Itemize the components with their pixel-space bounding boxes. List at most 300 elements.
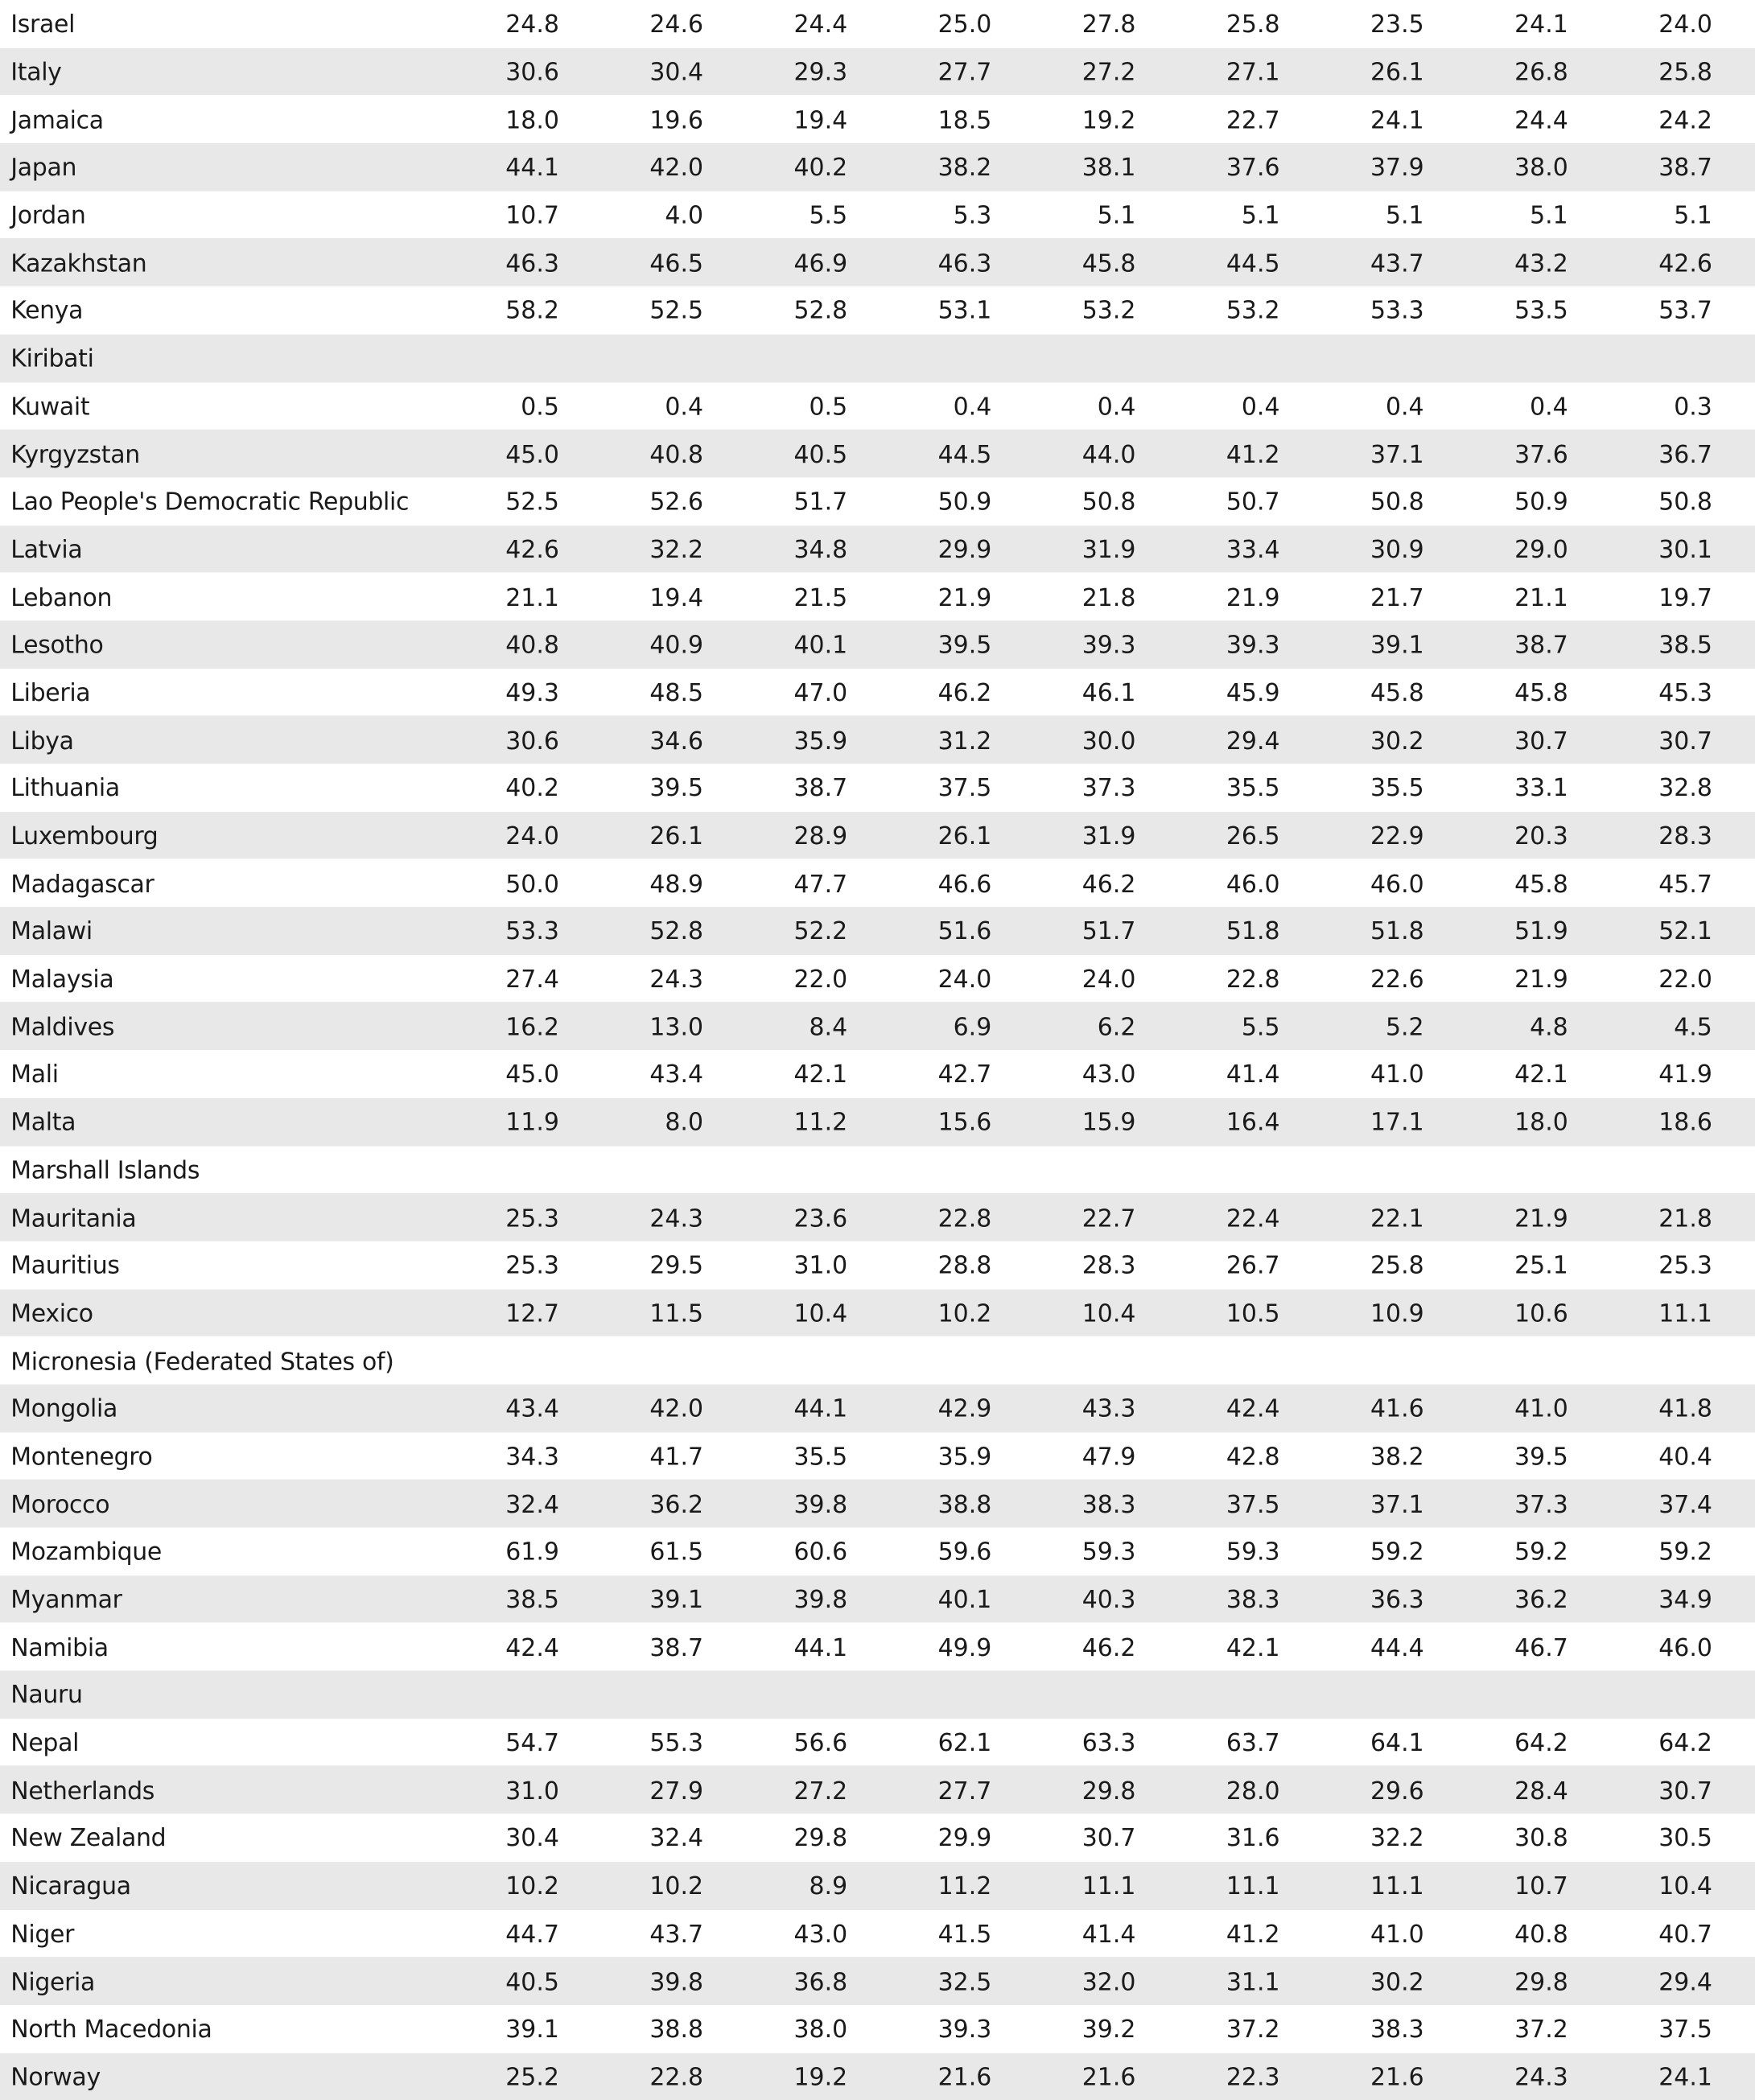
value-cell: 31.2: [937, 727, 992, 756]
value-cell: 10.4: [1081, 1299, 1136, 1328]
value-cell: 41.2: [1226, 440, 1280, 469]
value-cell: 38.7: [793, 775, 848, 804]
value-cell: 29.4: [1226, 727, 1280, 756]
value-cell: 18.0: [505, 106, 559, 135]
value-cell: 6.9: [953, 1013, 992, 1042]
value-cell: 45.8: [1514, 870, 1568, 899]
table-row: [0, 1480, 1755, 1527]
value-cell: 37.4: [1658, 1491, 1712, 1519]
value-cell: 61.5: [649, 1538, 704, 1567]
value-cell: 24.3: [1514, 2063, 1568, 2092]
value-cell: 19.4: [649, 583, 704, 612]
country-name: Lesotho: [10, 632, 104, 661]
value-cell: 51.6: [937, 918, 992, 946]
value-cell: 10.4: [793, 1299, 848, 1328]
value-cell: 44.4: [1370, 1633, 1424, 1662]
value-cell: 4.5: [1674, 1013, 1712, 1042]
value-cell: 15.9: [1081, 1109, 1136, 1138]
value-cell: 51.9: [1514, 918, 1568, 946]
table-row: [0, 96, 1755, 143]
table-row: [0, 1289, 1755, 1336]
value-cell: 49.3: [505, 679, 559, 708]
value-cell: 30.9: [1370, 536, 1424, 565]
value-cell: 24.3: [649, 1204, 704, 1233]
value-cell: 45.3: [1658, 679, 1712, 708]
table-row: [0, 1432, 1755, 1480]
value-cell: 42.7: [937, 1061, 992, 1089]
table-row: [0, 1957, 1755, 2004]
country-name: Malawi: [10, 918, 93, 946]
value-cell: 31.9: [1081, 822, 1136, 851]
value-cell: 30.8: [1514, 1825, 1568, 1854]
table-row: [0, 573, 1755, 620]
country-name: New Zealand: [10, 1825, 167, 1854]
value-cell: 41.0: [1514, 1395, 1568, 1424]
value-cell: 26.1: [1370, 59, 1424, 88]
value-cell: 39.3: [1226, 632, 1280, 661]
value-cell: 64.2: [1514, 1729, 1568, 1758]
country-name: Madagascar: [10, 870, 154, 899]
country-name: Jamaica: [10, 106, 104, 135]
value-cell: 41.9: [1658, 1061, 1712, 1089]
country-name: Lao People's Democratic Republic: [10, 488, 410, 517]
value-cell: 44.5: [1226, 249, 1280, 278]
value-cell: 23.5: [1370, 10, 1424, 39]
value-cell: 30.7: [1514, 727, 1568, 756]
value-cell: 37.6: [1514, 440, 1568, 469]
value-cell: 34.8: [793, 536, 848, 565]
value-cell: 38.0: [793, 2016, 848, 2044]
value-cell: 40.3: [1081, 1586, 1136, 1615]
value-cell: 25.3: [505, 1204, 559, 1233]
value-cell: 10.5: [1226, 1299, 1280, 1328]
table-row: [0, 1623, 1755, 1670]
value-cell: 25.8: [1226, 10, 1280, 39]
value-cell: 43.3: [1081, 1395, 1136, 1424]
value-cell: 22.0: [1658, 966, 1712, 994]
value-cell: 22.6: [1370, 966, 1424, 994]
value-cell: 38.3: [1081, 1491, 1136, 1519]
value-cell: 62.1: [937, 1729, 992, 1758]
value-cell: 45.7: [1658, 870, 1712, 899]
value-cell: 35.9: [793, 727, 848, 756]
value-cell: 32.4: [505, 1491, 559, 1519]
value-cell: 42.4: [1226, 1395, 1280, 1424]
value-cell: 39.1: [505, 2016, 559, 2044]
value-cell: 42.0: [649, 1395, 704, 1424]
value-cell: 36.3: [1370, 1586, 1424, 1615]
value-cell: 46.1: [1081, 679, 1136, 708]
value-cell: 8.0: [665, 1109, 704, 1138]
value-cell: 26.1: [649, 822, 704, 851]
value-cell: 43.4: [649, 1061, 704, 1089]
value-cell: 59.6: [937, 1538, 992, 1567]
value-cell: 52.6: [649, 488, 704, 517]
value-cell: 46.2: [1081, 870, 1136, 899]
value-cell: 39.8: [793, 1491, 848, 1519]
country-name: Nauru: [10, 1682, 83, 1711]
value-cell: 42.6: [1658, 249, 1712, 278]
value-cell: 10.7: [1514, 1872, 1568, 1901]
value-cell: 28.9: [793, 822, 848, 851]
value-cell: 11.2: [793, 1109, 848, 1138]
value-cell: 43.7: [649, 1920, 704, 1949]
value-cell: 21.9: [1514, 966, 1568, 994]
value-cell: 51.7: [1081, 918, 1136, 946]
value-cell: 20.3: [1514, 822, 1568, 851]
value-cell: 24.0: [1658, 10, 1712, 39]
value-cell: 25.0: [937, 10, 992, 39]
value-cell: 40.2: [505, 775, 559, 804]
value-cell: 32.0: [1081, 1968, 1136, 1997]
value-cell: 5.1: [1386, 202, 1424, 231]
value-cell: 40.1: [937, 1586, 992, 1615]
value-cell: 41.7: [649, 1443, 704, 1472]
value-cell: 59.3: [1226, 1538, 1280, 1567]
value-cell: 50.0: [505, 870, 559, 899]
value-cell: 11.1: [1658, 1299, 1712, 1328]
country-name: Israel: [10, 10, 76, 39]
value-cell: 21.8: [1658, 1204, 1712, 1233]
value-cell: 0.3: [1674, 393, 1712, 422]
value-cell: 29.3: [793, 59, 848, 88]
value-cell: 0.4: [1530, 393, 1568, 422]
value-cell: 44.0: [1081, 440, 1136, 469]
country-name: Mali: [10, 1061, 59, 1089]
table-row: [0, 1814, 1755, 1861]
value-cell: 56.6: [793, 1729, 848, 1758]
value-cell: 39.5: [1514, 1443, 1568, 1472]
value-cell: 22.4: [1226, 1204, 1280, 1233]
value-cell: 11.1: [1370, 1872, 1424, 1901]
country-name: Netherlands: [10, 1777, 155, 1806]
value-cell: 38.5: [505, 1586, 559, 1615]
value-cell: 59.3: [1081, 1538, 1136, 1567]
table-row: [0, 1050, 1755, 1097]
value-cell: 5.1: [1097, 202, 1136, 231]
table-row: [0, 669, 1755, 716]
value-cell: 36.2: [649, 1491, 704, 1519]
value-cell: 46.5: [649, 249, 704, 278]
country-name: Mozambique: [10, 1538, 162, 1567]
country-name: Micronesia (Federated States of): [10, 1348, 394, 1376]
value-cell: 41.4: [1226, 1061, 1280, 1089]
value-cell: 22.0: [793, 966, 848, 994]
value-cell: 29.9: [937, 1825, 992, 1854]
value-cell: 41.0: [1370, 1061, 1424, 1089]
value-cell: 37.2: [1226, 2016, 1280, 2044]
value-cell: 44.1: [793, 1633, 848, 1662]
value-cell: 24.6: [649, 10, 704, 39]
value-cell: 37.3: [1514, 1491, 1568, 1519]
table-row: [0, 525, 1755, 573]
table-row: [0, 1193, 1755, 1241]
value-cell: 29.8: [1514, 1968, 1568, 1997]
value-cell: 37.5: [937, 775, 992, 804]
value-cell: 29.0: [1514, 536, 1568, 565]
value-cell: 45.9: [1226, 679, 1280, 708]
value-cell: 10.9: [1370, 1299, 1424, 1328]
value-cell: 22.3: [1226, 2063, 1280, 2092]
value-cell: 25.3: [505, 1252, 559, 1281]
value-cell: 22.8: [1226, 966, 1280, 994]
value-cell: 52.2: [793, 918, 848, 946]
value-cell: 47.7: [793, 870, 848, 899]
table-row: [0, 907, 1755, 954]
value-cell: 21.6: [1081, 2063, 1136, 2092]
value-cell: 46.0: [1658, 1633, 1712, 1662]
value-cell: 59.2: [1658, 1538, 1712, 1567]
value-cell: 39.1: [649, 1586, 704, 1615]
value-cell: 50.7: [1226, 488, 1280, 517]
value-cell: 26.5: [1226, 822, 1280, 851]
value-cell: 29.6: [1370, 1777, 1424, 1806]
value-cell: 46.3: [505, 249, 559, 278]
value-cell: 22.8: [937, 1204, 992, 1233]
table-row: [0, 143, 1755, 191]
value-cell: 50.8: [1370, 488, 1424, 517]
value-cell: 43.0: [793, 1920, 848, 1949]
value-cell: 11.1: [1081, 1872, 1136, 1901]
table-row: [0, 1670, 1755, 1718]
country-name: Lithuania: [10, 775, 120, 804]
value-cell: 49.9: [937, 1633, 992, 1662]
country-name: Jordan: [10, 202, 86, 231]
country-name: Myanmar: [10, 1586, 122, 1615]
value-cell: 52.5: [505, 488, 559, 517]
country-name: Malaysia: [10, 966, 114, 994]
country-name: Lebanon: [10, 583, 113, 612]
value-cell: 30.2: [1370, 1968, 1424, 1997]
value-cell: 48.9: [649, 870, 704, 899]
table-row: [0, 2053, 1755, 2100]
value-cell: 40.5: [793, 440, 848, 469]
value-cell: 25.8: [1658, 59, 1712, 88]
value-cell: 42.1: [1226, 1633, 1280, 1662]
value-cell: 22.7: [1081, 1204, 1136, 1233]
country-name: Mauritania: [10, 1204, 137, 1233]
value-cell: 21.1: [1514, 583, 1568, 612]
value-cell: 22.9: [1370, 822, 1424, 851]
value-cell: 54.7: [505, 1729, 559, 1758]
value-cell: 5.3: [953, 202, 992, 231]
value-cell: 28.4: [1514, 1777, 1568, 1806]
value-cell: 33.1: [1514, 775, 1568, 804]
value-cell: 0.4: [953, 393, 992, 422]
value-cell: 21.9: [1226, 583, 1280, 612]
value-cell: 44.1: [793, 1395, 848, 1424]
value-cell: 19.6: [649, 106, 704, 135]
value-cell: 37.1: [1370, 1491, 1424, 1519]
value-cell: 64.1: [1370, 1729, 1424, 1758]
value-cell: 46.7: [1514, 1633, 1568, 1662]
value-cell: 11.2: [937, 1872, 992, 1901]
value-cell: 10.4: [1658, 1872, 1712, 1901]
country-name: Malta: [10, 1109, 76, 1138]
value-cell: 31.1: [1226, 1968, 1280, 1997]
value-cell: 37.9: [1370, 154, 1424, 183]
value-cell: 0.4: [1241, 393, 1280, 422]
value-cell: 58.2: [505, 297, 559, 326]
value-cell: 55.3: [649, 1729, 704, 1758]
value-cell: 36.7: [1658, 440, 1712, 469]
country-name: Libya: [10, 727, 74, 756]
value-cell: 40.1: [793, 632, 848, 661]
value-cell: 30.7: [1081, 1825, 1136, 1854]
value-cell: 8.9: [809, 1872, 848, 1901]
country-name: Kuwait: [10, 393, 90, 422]
value-cell: 41.5: [937, 1920, 992, 1949]
value-cell: 40.4: [1658, 1443, 1712, 1472]
value-cell: 28.3: [1658, 822, 1712, 851]
value-cell: 30.7: [1658, 1777, 1712, 1806]
value-cell: 18.6: [1658, 1109, 1712, 1138]
table-row: [0, 955, 1755, 1003]
value-cell: 53.2: [1081, 297, 1136, 326]
table-row: [0, 430, 1755, 477]
value-cell: 35.5: [793, 1443, 848, 1472]
value-cell: 53.2: [1226, 297, 1280, 326]
value-cell: 24.4: [793, 10, 848, 39]
value-cell: 52.8: [793, 297, 848, 326]
value-cell: 29.8: [793, 1825, 848, 1854]
value-cell: 26.8: [1514, 59, 1568, 88]
value-cell: 25.8: [1370, 1252, 1424, 1281]
value-cell: 33.4: [1226, 536, 1280, 565]
value-cell: 27.2: [1081, 59, 1136, 88]
table-row: [0, 286, 1755, 334]
value-cell: 42.6: [505, 536, 559, 565]
value-cell: 16.2: [505, 1013, 559, 1042]
value-cell: 28.3: [1081, 1252, 1136, 1281]
table-row: [0, 1766, 1755, 1814]
value-cell: 38.7: [649, 1633, 704, 1662]
table-row: [0, 812, 1755, 859]
country-name: Namibia: [10, 1633, 109, 1662]
value-cell: 44.7: [505, 1920, 559, 1949]
value-cell: 35.5: [1226, 775, 1280, 804]
value-cell: 22.8: [649, 2063, 704, 2092]
table-row: [0, 334, 1755, 381]
value-cell: 29.5: [649, 1252, 704, 1281]
country-name: Maldives: [10, 1013, 115, 1042]
value-cell: 30.4: [649, 59, 704, 88]
value-cell: 8.4: [809, 1013, 848, 1042]
value-cell: 46.0: [1370, 870, 1424, 899]
value-cell: 26.7: [1226, 1252, 1280, 1281]
value-cell: 28.8: [937, 1252, 992, 1281]
value-cell: 51.7: [793, 488, 848, 517]
value-cell: 34.9: [1658, 1586, 1712, 1615]
value-cell: 30.2: [1370, 727, 1424, 756]
value-cell: 51.8: [1370, 918, 1424, 946]
value-cell: 15.6: [937, 1109, 992, 1138]
value-cell: 32.5: [937, 1968, 992, 1997]
value-cell: 32.2: [1370, 1825, 1424, 1854]
value-cell: 50.8: [1658, 488, 1712, 517]
value-cell: 28.0: [1226, 1777, 1280, 1806]
value-cell: 38.0: [1514, 154, 1568, 183]
value-cell: 50.9: [1514, 488, 1568, 517]
country-name: Italy: [10, 59, 62, 88]
value-cell: 64.2: [1658, 1729, 1712, 1758]
value-cell: 27.9: [649, 1777, 704, 1806]
value-cell: 19.2: [1081, 106, 1136, 135]
value-cell: 24.1: [1658, 2063, 1712, 2092]
country-name: Kiribati: [10, 345, 94, 374]
value-cell: 37.1: [1370, 440, 1424, 469]
value-cell: 53.5: [1514, 297, 1568, 326]
value-cell: 45.0: [505, 1061, 559, 1089]
value-cell: 53.1: [937, 297, 992, 326]
value-cell: 16.4: [1226, 1109, 1280, 1138]
table-row: [0, 47, 1755, 95]
value-cell: 60.6: [793, 1538, 848, 1567]
value-cell: 42.1: [793, 1061, 848, 1089]
table-row: [0, 1384, 1755, 1431]
value-cell: 29.4: [1658, 1968, 1712, 1997]
value-cell: 24.0: [937, 966, 992, 994]
value-cell: 36.2: [1514, 1586, 1568, 1615]
value-cell: 22.7: [1226, 106, 1280, 135]
value-cell: 29.9: [937, 536, 992, 565]
value-cell: 21.6: [937, 2063, 992, 2092]
country-name: Japan: [10, 154, 77, 183]
table-row: [0, 1241, 1755, 1288]
value-cell: 21.8: [1081, 583, 1136, 612]
value-cell: 30.6: [505, 727, 559, 756]
value-cell: 39.1: [1370, 632, 1424, 661]
value-cell: 31.6: [1226, 1825, 1280, 1854]
value-cell: 25.2: [505, 2063, 559, 2092]
value-cell: 0.5: [809, 393, 848, 422]
country-name: Luxembourg: [10, 822, 159, 851]
country-name: Kyrgyzstan: [10, 440, 140, 469]
value-cell: 21.5: [793, 583, 848, 612]
value-cell: 24.0: [1081, 966, 1136, 994]
value-cell: 43.2: [1514, 249, 1568, 278]
value-cell: 39.5: [937, 632, 992, 661]
value-cell: 38.7: [1514, 632, 1568, 661]
value-cell: 13.0: [649, 1013, 704, 1042]
value-cell: 32.2: [649, 536, 704, 565]
value-cell: 42.9: [937, 1395, 992, 1424]
value-cell: 11.9: [505, 1109, 559, 1138]
value-cell: 46.9: [793, 249, 848, 278]
value-cell: 10.6: [1514, 1299, 1568, 1328]
value-cell: 11.1: [1226, 1872, 1280, 1901]
value-cell: 39.5: [649, 775, 704, 804]
country-name: Nepal: [10, 1729, 80, 1758]
value-cell: 40.8: [505, 632, 559, 661]
value-cell: 37.2: [1514, 2016, 1568, 2044]
value-cell: 25.1: [1514, 1252, 1568, 1281]
country-name: Marshall Islands: [10, 1156, 200, 1185]
value-cell: 40.5: [505, 1968, 559, 1997]
value-cell: 30.7: [1658, 727, 1712, 756]
value-cell: 53.7: [1658, 297, 1712, 326]
value-cell: 10.2: [937, 1299, 992, 1328]
value-cell: 30.6: [505, 59, 559, 88]
value-cell: 37.5: [1658, 2016, 1712, 2044]
value-cell: 27.8: [1081, 10, 1136, 39]
table-row: [0, 1146, 1755, 1193]
value-cell: 11.5: [649, 1299, 704, 1328]
value-cell: 36.8: [793, 1968, 848, 1997]
country-name: Mongolia: [10, 1395, 118, 1424]
value-cell: 24.1: [1370, 106, 1424, 135]
value-cell: 4.0: [665, 202, 704, 231]
